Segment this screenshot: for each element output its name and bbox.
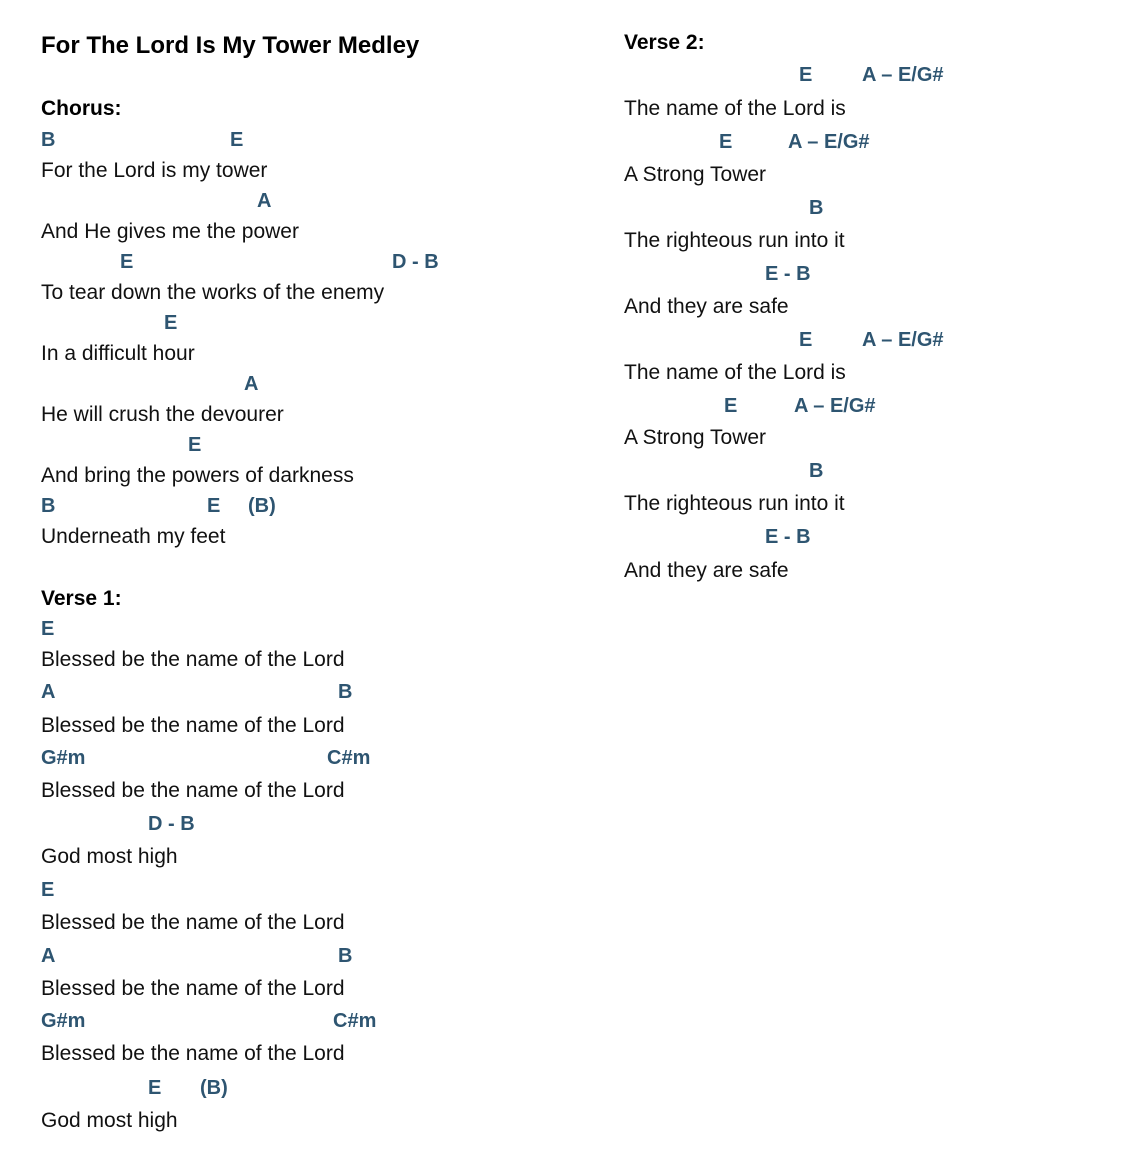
chord-label: A <box>41 681 56 703</box>
lyric-line: He will crush the devourer <box>41 403 284 426</box>
chord-label: A – E/G# <box>862 64 944 86</box>
chord-label: E <box>799 64 813 86</box>
lyric-line: Blessed be the name of the Lord <box>41 648 345 671</box>
chord-label: C#m <box>327 747 371 769</box>
chord-label: E <box>724 395 738 417</box>
chord-label: E - B <box>765 263 811 285</box>
lyric-line: A Strong Tower <box>624 163 767 186</box>
lyric-line: The name of the Lord is <box>624 361 846 384</box>
chord-label: E <box>41 618 55 640</box>
chord-label: G#m <box>41 1010 86 1032</box>
lyric-line: Underneath my feet <box>41 525 226 548</box>
lyric-line: A Strong Tower <box>624 426 767 449</box>
chord-label: E <box>41 879 55 901</box>
lyric-line: To tear down the works of the enemy <box>41 281 385 304</box>
chord-label: E - B <box>765 526 811 548</box>
lyric-line: Blessed be the name of the Lord <box>41 714 345 737</box>
chord-label: A – E/G# <box>862 329 944 351</box>
chord-label: B <box>41 129 56 151</box>
chord-label: E <box>230 129 244 151</box>
chord-label: E <box>164 312 178 334</box>
lyric-line: God most high <box>41 845 178 868</box>
lyric-line: God most high <box>41 1109 178 1132</box>
chord-label: A – E/G# <box>788 131 870 153</box>
lyric-line: Blessed be the name of the Lord <box>41 1042 345 1065</box>
chord-label: D - B <box>148 813 195 835</box>
lyric-line: The righteous run into it <box>624 229 845 252</box>
chord-label: B <box>41 495 56 517</box>
chord-label: C#m <box>333 1010 377 1032</box>
lyric-line: Blessed be the name of the Lord <box>41 779 345 802</box>
lyric-line: The righteous run into it <box>624 492 845 515</box>
chord-label: E <box>799 329 813 351</box>
chord-label: B <box>809 460 824 482</box>
lyric-line: And they are safe <box>624 295 789 318</box>
document-title: For The Lord Is My Tower Medley <box>41 32 420 59</box>
lyric-line: Blessed be the name of the Lord <box>41 977 345 1000</box>
chord-label: G#m <box>41 747 86 769</box>
chord-label: E <box>120 251 134 273</box>
chorus-heading: Chorus: <box>41 97 122 120</box>
lyric-line: For the Lord is my tower <box>41 159 268 182</box>
chord-label: B <box>809 197 824 219</box>
chord-label: E <box>719 131 733 153</box>
chord-label: B <box>338 681 353 703</box>
chord-label: (B) <box>200 1077 228 1099</box>
lyric-line: And He gives me the power <box>41 220 299 243</box>
lyric-line: And bring the powers of darkness <box>41 464 354 487</box>
lyric-line: Blessed be the name of the Lord <box>41 911 345 934</box>
chord-label: E <box>148 1077 162 1099</box>
chord-label: A <box>257 190 272 212</box>
chord-label: E <box>207 495 221 517</box>
chord-label: (B) <box>248 495 276 517</box>
chord-label: B <box>338 945 353 967</box>
chord-label: A <box>41 945 56 967</box>
chord-label: A <box>244 373 259 395</box>
verse-1-heading: Verse 1: <box>41 587 122 610</box>
chord-label: E <box>188 434 202 456</box>
chord-label: A – E/G# <box>794 395 876 417</box>
lyric-line: And they are safe <box>624 559 789 582</box>
lyric-line: The name of the Lord is <box>624 97 846 120</box>
verse-2-heading: Verse 2: <box>624 31 705 54</box>
chord-label: D - B <box>392 251 439 273</box>
lyric-line: In a difficult hour <box>41 342 195 365</box>
